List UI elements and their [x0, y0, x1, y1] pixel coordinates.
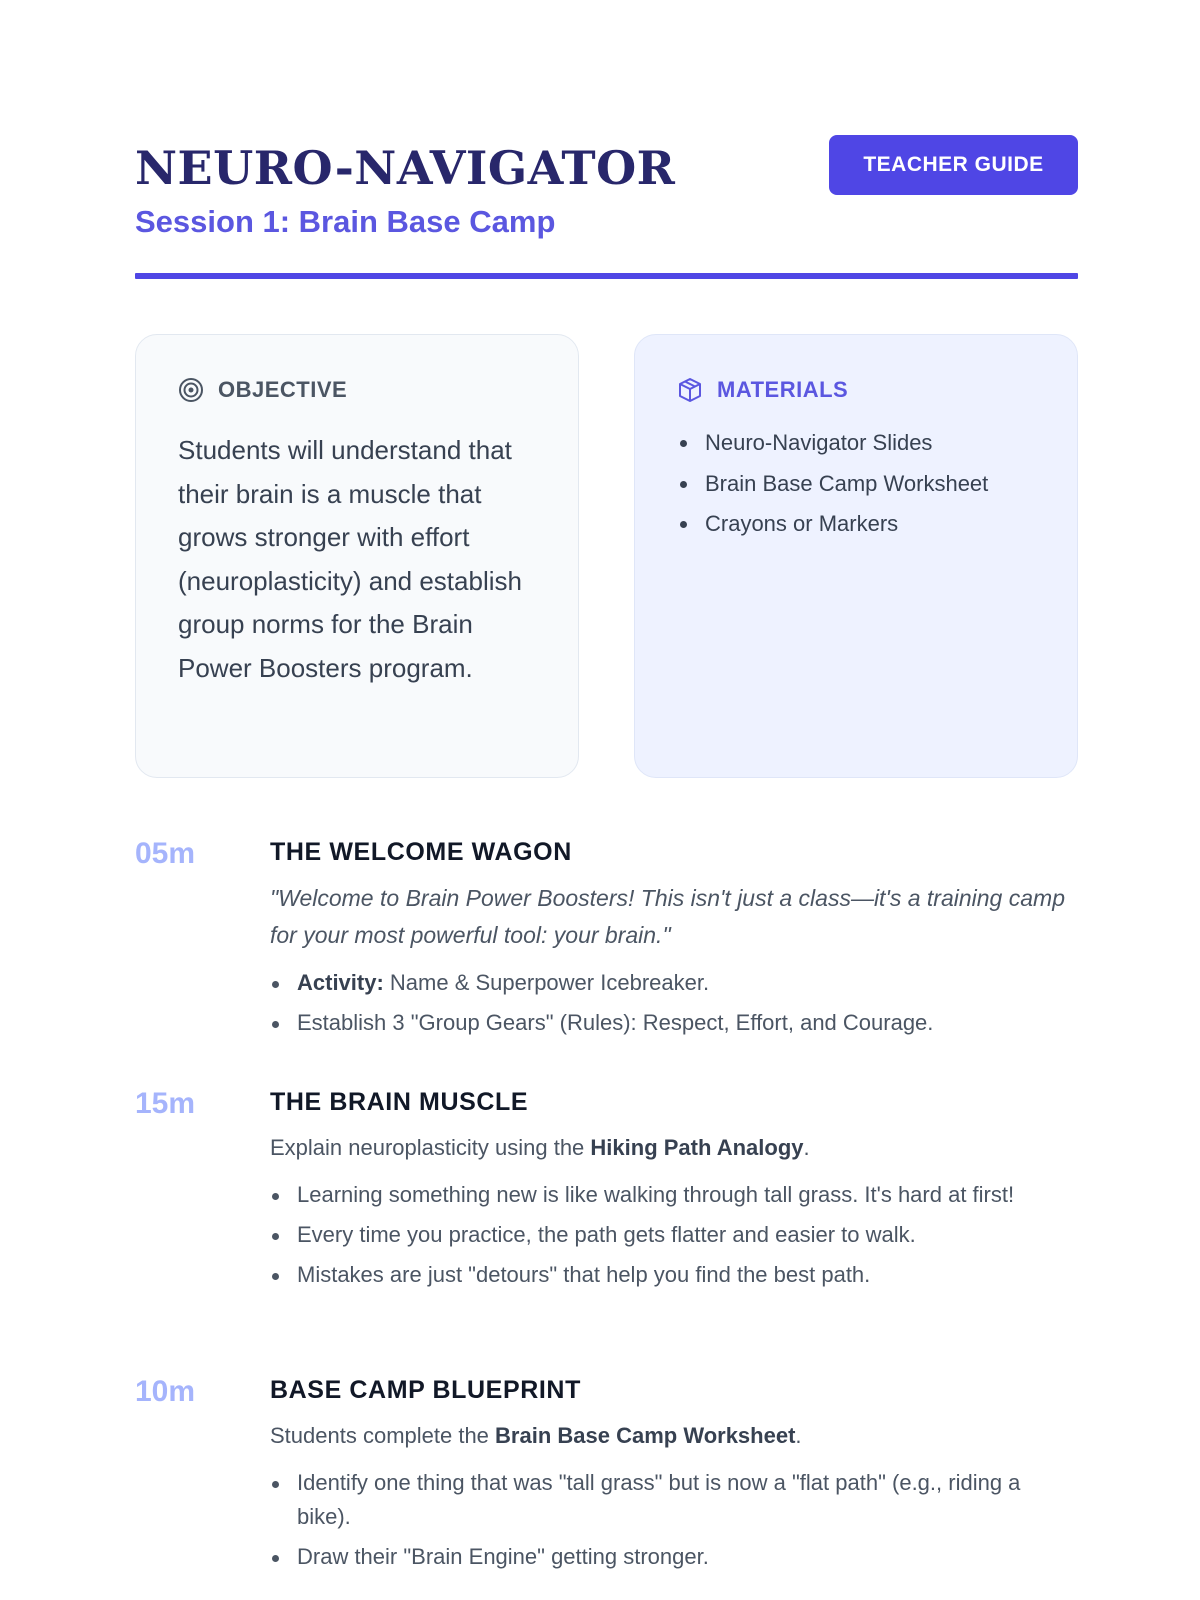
- activity-label: Activity:: [297, 970, 384, 995]
- section-title: THE BRAIN MUSCLE: [270, 1088, 529, 1116]
- page-title: NEURO-NAVIGATOR: [135, 141, 676, 195]
- section-duration: 05m: [135, 837, 196, 870]
- page-header: [135, 0, 1078, 281]
- list-item: Identify one thing that was "tall grass" but is now a "flat path" (e.g., riding a bike).: [270, 1466, 1078, 1534]
- intro-text: Explain neuroplasticity using the: [270, 1135, 591, 1160]
- list-item-text: Name & Superpower Icebreaker.: [383, 970, 710, 995]
- section-bullets: [270, 1466, 1078, 1574]
- list-item: Draw their "Brain Engine" getting stronger.: [270, 1540, 1078, 1574]
- materials-item: Brain Base Camp Worksheet: [677, 464, 1035, 505]
- list-item: [270, 966, 1078, 1000]
- materials-item: Neuro-Navigator Slides: [677, 423, 1035, 464]
- section-intro: [270, 1418, 1078, 1454]
- intro-emphasis: Brain Base Camp Worksheet: [495, 1423, 796, 1448]
- objective-text: Students will understand that their brain is a muscle that grows stronger with effort (neuroplasticity) and establish group norms for the Brain Power Boosters program.: [178, 435, 522, 683]
- objective-label: OBJECTIVE: [218, 377, 348, 402]
- materials-list: [677, 423, 1035, 545]
- section-duration: 15m: [135, 1087, 196, 1120]
- header-divider: [135, 273, 1078, 279]
- objective-card: [135, 334, 579, 778]
- lesson-page: [135, 0, 1078, 1569]
- target-icon: [178, 377, 204, 403]
- list-item: Mistakes are just "detours" that help you find the best path.: [270, 1258, 1078, 1292]
- section-intro: [270, 1130, 1078, 1166]
- section-title: BASE CAMP BLUEPRINT: [270, 1376, 581, 1404]
- section-quote: "Welcome to Brain Power Boosters! This isn't just a class—it's a training camp for your most powerful tool: your brain.": [270, 885, 1065, 948]
- session-subtitle: Session 1: Brain Base Camp: [135, 204, 556, 239]
- intro-text: .: [803, 1135, 810, 1160]
- box-icon: [677, 377, 703, 403]
- list-item: Establish 3 "Group Gears" (Rules): Respect, Effort, and Courage.: [270, 1006, 1078, 1040]
- teacher-guide-button[interactable]: TEACHER GUIDE: [829, 135, 1078, 195]
- objective-header: [178, 375, 536, 405]
- intro-text: Students complete the: [270, 1423, 496, 1448]
- section-title: THE WELCOME WAGON: [270, 838, 572, 866]
- section-duration: 10m: [135, 1375, 196, 1408]
- intro-emphasis: Hiking Path Analogy: [590, 1135, 804, 1160]
- section-bullets: [270, 1178, 1078, 1292]
- intro-text: .: [795, 1423, 802, 1448]
- overview-cards: [135, 334, 1078, 778]
- materials-item: Crayons or Markers: [677, 504, 1035, 545]
- materials-card: [634, 334, 1078, 778]
- list-item: Every time you practice, the path gets flatter and easier to walk.: [270, 1218, 1078, 1252]
- materials-label: MATERIALS: [717, 377, 849, 402]
- list-item: Learning something new is like walking through tall grass. It's hard at first!: [270, 1178, 1078, 1212]
- section-bullets: [270, 966, 1078, 1040]
- materials-header: [677, 375, 1035, 405]
